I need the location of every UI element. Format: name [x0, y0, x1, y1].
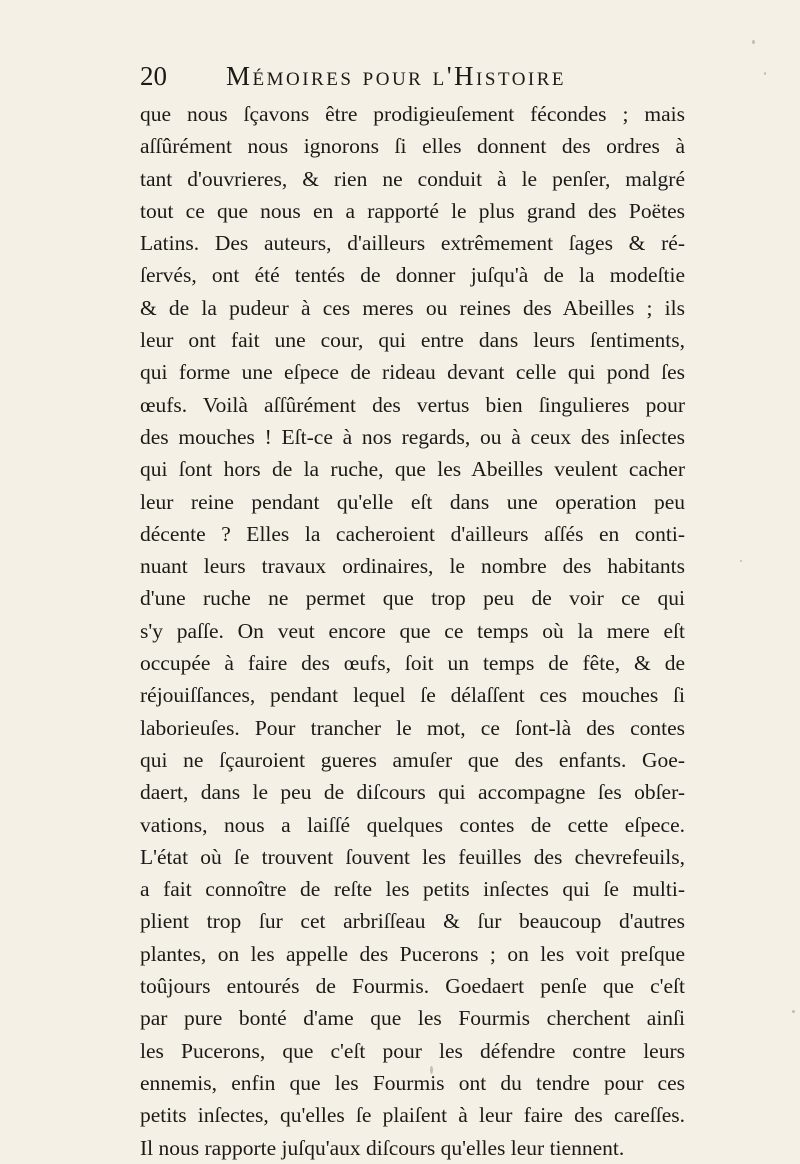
page-number: 20 [140, 61, 167, 91]
text-line: daert, dans le peu de diſcours qui accompagne ſes obſer- [140, 780, 685, 805]
text-line: qui ſont hors de la ruche, que les Abeilles veulent cacher [140, 457, 685, 482]
text-line: & de la pudeur à ces meres ou reines des Abeilles ; ils [140, 295, 685, 320]
text-line: plient trop ſur cet arbriſſeau & ſur beaucoup d'autres [140, 909, 685, 934]
paper-speckle [430, 1066, 433, 1074]
text-line: ſervés, ont été tentés de donner juſqu'à de la modeſtie [140, 263, 685, 288]
text-line: qui forme une eſpece de rideau devant celle qui pond ſes [140, 360, 685, 385]
body-text [140, 98, 685, 1164]
running-title: Mémoires pour l'Histoire [226, 61, 567, 91]
text-line: nuant leurs travaux ordinaires, le nombre des habitants [140, 554, 685, 579]
text-line: d'une ruche ne permet que trop peu de voir ce qui [140, 586, 685, 611]
text-line: a fait connoître de reſte les petits inſectes qui ſe multi- [140, 877, 685, 902]
text-line: petits inſectes, qu'elles ſe plaiſent à leur faire des careſſes. [140, 1103, 685, 1128]
paper-speckle [764, 72, 766, 75]
text-line: vations, nous a laiſſé quelques contes de cette eſpece. [140, 812, 685, 837]
text-line: L'état où ſe trouvent ſouvent les feuilles des chevrefeuils, [140, 844, 685, 869]
text-line: réjouiſſances, pendant lequel ſe délaſſent ces mouches ſi [140, 683, 685, 708]
text-line: les Pucerons, que c'eſt pour les défendre contre leurs [140, 1038, 685, 1063]
text-line: toûjours entourés de Fourmis. Goedaert penſe que c'eſt [140, 974, 685, 999]
text-line: ennemis, enfin que les Fourmis ont du tendre pour ces [140, 1070, 685, 1095]
text-line: Latins. Des auteurs, d'ailleurs extrêmement ſages & ré- [140, 231, 685, 256]
text-line: qui ne ſçauroient gueres amuſer que des enfants. Goe- [140, 747, 685, 772]
page-header [140, 56, 700, 96]
text-line: leur reine pendant qu'elle eſt dans une operation peu [140, 489, 685, 514]
paper-speckle [792, 1010, 795, 1013]
text-line: aſſûrément nous ignorons ſi elles donnent des ordres à [140, 134, 685, 159]
paper-speckle [752, 40, 755, 44]
text-line: des mouches ! Eſt-ce à nos regards, ou à ceux des inſectes [140, 424, 685, 449]
text-line: plantes, on les appelle des Pucerons ; on les voit preſque [140, 941, 685, 966]
text-line: leur ont fait une cour, qui entre dans leurs ſentiments, [140, 328, 685, 353]
text-line: décente ? Elles la cacheroient d'ailleurs aſſés en conti- [140, 521, 685, 546]
text-line: laborieuſes. Pour trancher le mot, ce ſont-là des contes [140, 715, 685, 740]
paper-speckle [740, 560, 742, 562]
text-line: s'y paſſe. On veut encore que ce temps où la mere eſt [140, 618, 685, 643]
text-line: par pure bonté d'ame que les Fourmis cherchent ainſi [140, 1006, 685, 1031]
text-line: tant d'ouvrieres, & rien ne conduit à le penſer, malgré [140, 166, 685, 191]
text-line: œufs. Voilà aſſûrément des vertus bien ſingulieres pour [140, 392, 685, 417]
text-line: Il nous rapporte juſqu'aux diſcours qu'elles leur tiennent. [140, 1135, 625, 1160]
text-line: occupée à faire des œufs, ſoit un temps de fête, & de [140, 651, 685, 676]
text-line: tout ce que nous en a rapporté le plus grand des Poëtes [140, 198, 685, 223]
text-line: que nous ſçavons être prodigieuſement fécondes ; mais [140, 102, 685, 126]
